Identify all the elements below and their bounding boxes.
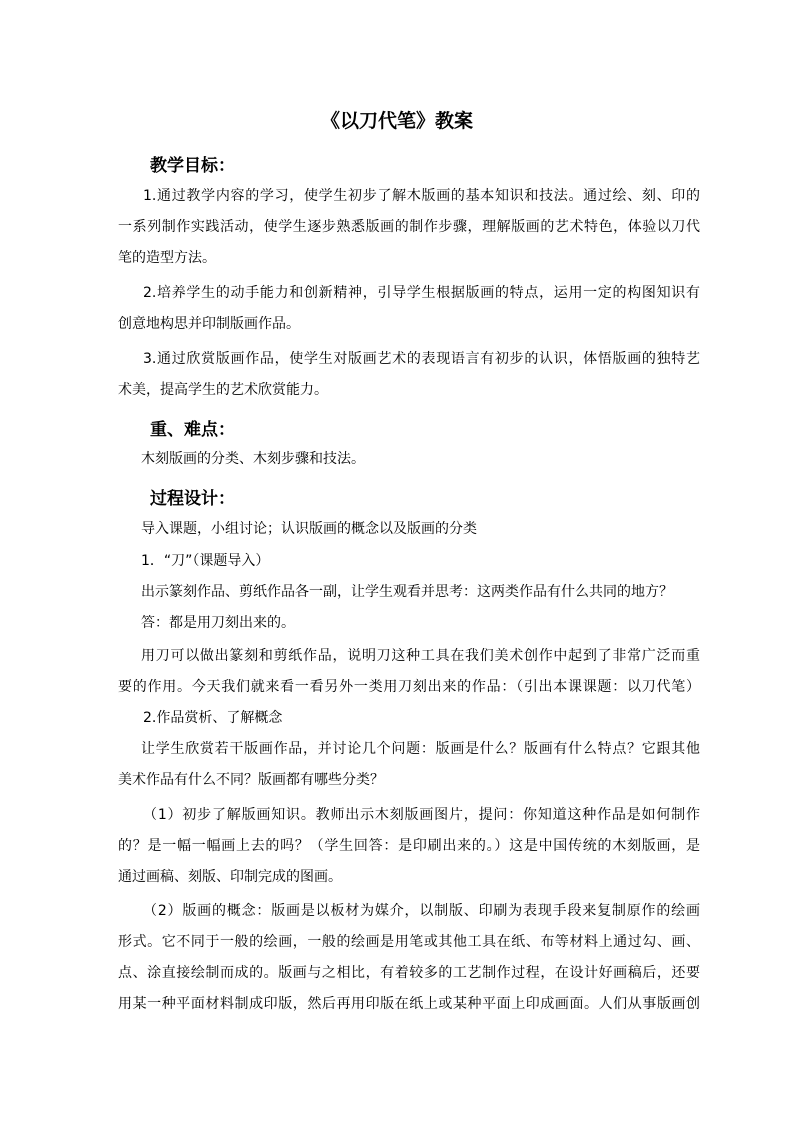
sub2-line: 点、涂直接绘制而成的。版画与之相比，有着较多的工艺制作过程，在设计好画稿后，还要 — [118, 965, 700, 981]
goal-2-line: 2.培养学生的动手能力和创新精神，引导学生根据版画的特点，运用一定的构图知识有 — [143, 285, 700, 301]
goal-1-line: 1.通过教学内容的学习，使学生初步了解木版画的基本知识和技法。通过绘、刻、印的 — [143, 188, 700, 204]
sub1-line: 通过画稿、刻版、印制完成的图画。 — [118, 869, 342, 885]
heading-goals: 教学目标： — [150, 156, 235, 176]
sub2-line: 形式。它不同于一般的绘画，一般的绘画是用笔或其他工具在纸、布等材料上通过勾、画、 — [118, 934, 700, 950]
sub1-line: 的？是一幅一幅画上去的吗？（学生回答：是印刷出来的。）这是中国传统的木刻版画，是 — [118, 838, 700, 854]
answer-text: 答：都是用刀刻出来的。 — [141, 615, 295, 631]
step-1-heading: 1．“刀”（课题导入） — [141, 553, 270, 569]
key-points-text: 木刻版画的分类、木刻步骤和技法。 — [141, 451, 365, 467]
heading-process: 过程设计： — [150, 489, 235, 509]
goal-3-line: 术美，提高学生的艺术欣赏能力。 — [118, 382, 328, 398]
appreciate-line: 让学生欣赏若干版画作品，并讨论几个问题：版画是什么？版画有什么特点？它跟其他 — [141, 741, 700, 757]
goal-2-line: 创意地构思并印制版画作品。 — [118, 316, 300, 332]
show-works-text: 出示篆刻作品、剪纸作品各一副，让学生观看并思考：这两类作品有什么共同的地方？ — [141, 584, 673, 600]
goal-3-line: 3.通过欣赏版画作品，使学生对版画艺术的表现语言有初步的认识，体悟版画的独特艺 — [143, 351, 700, 367]
sub1-line: （1）初步了解版画知识。教师出示木刻版画图片，提问：你知道这种作品是如何制作 — [143, 807, 700, 823]
goal-1-line: 一系列制作实践活动，使学生逐步熟悉版画的制作步骤，理解版画的艺术特色，体验以刀代 — [118, 219, 700, 235]
step-2-heading: 2.作品赏析、了解概念 — [143, 710, 283, 726]
document-title: 《以刀代笔》教案 — [320, 110, 473, 132]
process-intro: 导入课题，小组讨论；认识版画的概念以及版画的分类 — [141, 521, 477, 537]
knife-paragraph-line: 用刀可以做出篆刻和剪纸作品，说明刀这种工具在我们美术创作中起到了非常广泛而重 — [141, 648, 700, 664]
knife-paragraph-line: 要的作用。今天我们就来看一看另外一类用刀刻出来的作品：（引出本课课题：以刀代笔） — [118, 679, 700, 695]
sub2-line: （2）版画的概念：版画是以板材为媒介，以制版、印刷为表现手段来复制原作的绘画 — [143, 903, 700, 919]
appreciate-line: 美术作品有什么不同？版画都有哪些分类？ — [118, 772, 384, 788]
heading-key-points: 重、难点： — [150, 420, 235, 440]
sub2-line: 用某一种平面材料制成印版，然后再用印版在纸上或某种平面上印成画面。人们从事版画创 — [118, 996, 700, 1012]
goal-1-line: 笔的造型方法。 — [118, 250, 216, 266]
